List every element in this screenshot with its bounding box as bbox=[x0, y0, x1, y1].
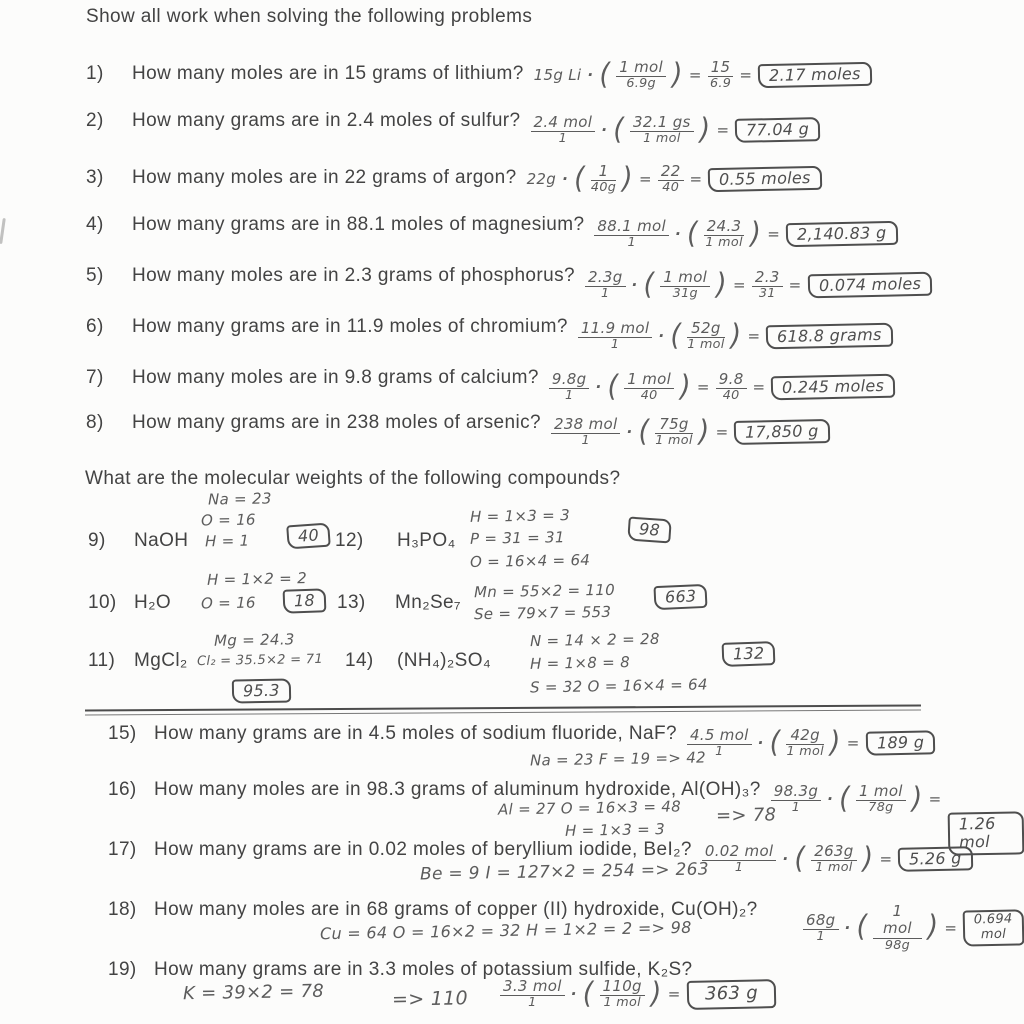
close-paren: ) bbox=[730, 318, 742, 353]
question-15-number: 15) bbox=[108, 723, 137, 744]
question-9-note: Na = 23 bbox=[207, 489, 272, 509]
equals-sign: = bbox=[716, 121, 730, 140]
question-13-formula: Mn₂Se₇ bbox=[395, 592, 461, 613]
question-3-number: 3) bbox=[86, 167, 104, 189]
equals-sign: = bbox=[788, 276, 802, 295]
question-17-text: How many grams are in 0.02 moles of beryllium iodide, BeI₂? bbox=[154, 839, 692, 860]
question-4-work bbox=[594, 218, 897, 250]
open-paren: ( bbox=[794, 841, 806, 876]
lead-fraction: $\frac{\text{11.9 mol}}{1}$ bbox=[578, 320, 653, 352]
work-lead: 22g bbox=[526, 170, 557, 189]
open-paren: ( bbox=[643, 267, 655, 302]
equals-sign: = bbox=[846, 734, 860, 753]
open-paren: ( bbox=[599, 57, 611, 92]
open-paren: ( bbox=[582, 976, 594, 1011]
question-6-text: How many grams are in 11.9 moles of chromium? bbox=[132, 316, 568, 337]
question-6-number: 6) bbox=[86, 316, 104, 337]
question-10-note: O = 16 bbox=[200, 593, 256, 613]
open-paren: ( bbox=[574, 161, 585, 196]
question-5-work bbox=[585, 269, 932, 301]
equals-sign: = bbox=[688, 66, 702, 85]
open-paren: ( bbox=[638, 414, 650, 449]
question-9 bbox=[88, 530, 188, 552]
open-paren: ( bbox=[839, 781, 850, 816]
question-2-work bbox=[531, 114, 821, 146]
open-paren: ( bbox=[613, 112, 625, 147]
question-17-work bbox=[702, 843, 973, 875]
lead-fraction: $\frac{\text{2.4 mol}}{1}$ bbox=[531, 114, 596, 146]
open-paren: ( bbox=[670, 318, 682, 353]
question-10-number: 10) bbox=[88, 592, 117, 613]
equals-sign: = bbox=[667, 985, 681, 1004]
question-15-work bbox=[687, 727, 935, 759]
equals-sign: = bbox=[879, 850, 893, 869]
equals-sign: = bbox=[715, 423, 729, 442]
question-5-number: 5) bbox=[86, 265, 104, 286]
multiply-dot: · bbox=[562, 170, 569, 189]
question-5 bbox=[86, 265, 932, 300]
question-12-note: P = 31 = 31 bbox=[469, 528, 565, 548]
question-6-answer-box: 618.8 grams bbox=[766, 323, 893, 350]
instructions bbox=[86, 6, 532, 28]
conversion-fraction: $\frac{32.1 gs}{\text{1 mol}}$ bbox=[630, 114, 694, 146]
question-9-number: 9) bbox=[88, 530, 106, 551]
multiply-dot: · bbox=[658, 327, 665, 346]
conversion-fraction: $\frac{24.3}{\text{1 mol}}$ bbox=[705, 217, 743, 251]
question-19-text: How many grams are in 3.3 moles of potassium sulfide, K₂S? bbox=[154, 959, 693, 980]
question-18-work bbox=[803, 903, 1024, 953]
multiply-dot: · bbox=[631, 276, 638, 295]
equals-sign: = bbox=[638, 170, 652, 189]
question-4-number: 4) bbox=[86, 214, 104, 235]
question-12-note: O = 16×4 = 64 bbox=[469, 550, 591, 572]
lead-fraction: $\frac{\text{3.3 mol}}{1}$ bbox=[500, 978, 565, 1010]
question-14-note: H = 1×8 = 8 bbox=[529, 653, 631, 673]
close-paren: ) bbox=[862, 841, 874, 876]
question-2-text: How many grams are in 2.4 moles of sulfur? bbox=[132, 110, 521, 131]
question-16-answer-box: 1.26 mol bbox=[948, 811, 1024, 855]
equals-sign: = bbox=[739, 66, 753, 85]
stray-pencil-mark bbox=[0, 218, 6, 244]
question-12-formula: H₃PO₄ bbox=[397, 530, 456, 551]
lead-fraction: $\frac{9.8g}{1}$ bbox=[549, 371, 590, 403]
equals-sign: = bbox=[752, 378, 766, 397]
question-4-text: How many grams are in 88.1 moles of magnesium? bbox=[132, 214, 585, 235]
work-lead: 15g Li bbox=[533, 66, 582, 85]
lead-fraction: $\frac{\text{238 mol}}{1}$ bbox=[551, 416, 620, 448]
question-1-work bbox=[534, 59, 872, 91]
question-15 bbox=[108, 723, 935, 758]
close-paren: ) bbox=[699, 112, 711, 147]
open-paren: ( bbox=[769, 725, 781, 760]
close-paren: ) bbox=[622, 161, 633, 196]
conversion-fraction: $\frac{\text{1 mol}}{98g}$ bbox=[873, 903, 921, 953]
close-paren: ) bbox=[680, 369, 691, 404]
question-11-note: Cl₂ = 35.5×2 = 71 bbox=[196, 651, 324, 670]
section2-title bbox=[85, 468, 620, 490]
multiply-dot: · bbox=[595, 378, 602, 397]
result-fraction: $\frac{9.8}{40}$ bbox=[716, 371, 747, 403]
question-7 bbox=[86, 367, 896, 402]
question-13-note: Mn = 55×2 = 110 bbox=[473, 580, 616, 602]
question-14-number: 14) bbox=[345, 650, 374, 671]
question-18-answer-box: 0.694 mol bbox=[963, 909, 1024, 946]
equals-sign: = bbox=[767, 225, 781, 244]
question-9-formula: NaOH bbox=[134, 530, 189, 551]
question-13-note: Se = 79×7 = 553 bbox=[473, 602, 612, 624]
multiply-dot: · bbox=[757, 734, 764, 753]
question-15-note: Na = 23 F = 19 => 42 bbox=[529, 748, 707, 770]
question-8-number: 8) bbox=[86, 412, 104, 433]
question-3 bbox=[86, 162, 822, 194]
question-3-text: How many moles are in 22 grams of argon? bbox=[132, 167, 517, 189]
question-10 bbox=[88, 592, 171, 614]
question-14-answer-box: 132 bbox=[722, 641, 776, 667]
question-11-number: 11) bbox=[88, 650, 116, 671]
question-19-note: => 110 bbox=[391, 987, 469, 1011]
question-7-work bbox=[549, 371, 896, 403]
question-15-text: How many grams are in 4.5 moles of sodium fluoride, NaF? bbox=[154, 723, 677, 744]
question-19-work bbox=[500, 978, 776, 1010]
equals-sign: = bbox=[928, 790, 942, 809]
close-paren: ) bbox=[698, 414, 710, 449]
section2-title-text: What are the molecular weights of the following compounds? bbox=[85, 468, 621, 489]
question-16-work bbox=[771, 783, 942, 815]
question-18-note: Cu = 64 O = 16×2 = 32 H = 1×2 = 2 => 98 bbox=[319, 917, 692, 944]
question-5-text: How many moles are in 2.3 grams of phosphorus? bbox=[132, 265, 575, 286]
question-12-answer-box: 98 bbox=[627, 517, 672, 544]
section-divider bbox=[85, 704, 921, 715]
question-14-formula: (NH₄)₂SO₄ bbox=[397, 650, 492, 671]
question-1 bbox=[86, 58, 872, 90]
question-1-answer-box: 2.17 moles bbox=[758, 62, 872, 89]
question-2 bbox=[86, 110, 821, 145]
open-paren: ( bbox=[607, 369, 619, 404]
question-8-text: How many grams are in 238 moles of arsenic? bbox=[132, 412, 541, 433]
equals-sign: = bbox=[944, 918, 958, 937]
question-9-note: H = 1 bbox=[204, 531, 250, 551]
conversion-fraction: $\frac{52g}{\text{1 mol}}$ bbox=[687, 319, 725, 353]
question-12-note: H = 1×3 = 3 bbox=[469, 506, 571, 526]
question-19-answer-box: 363 g bbox=[686, 979, 776, 1010]
question-18-number: 18) bbox=[108, 899, 137, 920]
question-17-note: Be = 9 I = 127×2 = 254 => 263 bbox=[419, 859, 710, 885]
conversion-fraction: $\frac{75g}{\text{1 mol}}$ bbox=[655, 415, 693, 449]
multiply-dot: · bbox=[626, 423, 633, 442]
lead-fraction: $\frac{2.3g}{1}$ bbox=[585, 269, 626, 301]
equals-sign: = bbox=[747, 327, 761, 346]
conversion-fraction: $\frac{\text{1 mol}}{40}$ bbox=[624, 371, 674, 403]
close-paren: ) bbox=[672, 57, 683, 92]
question-3-answer-box: 0.55 moles bbox=[708, 166, 822, 193]
question-16-text: How many moles are in 98.3 grams of aluminum hydroxide, Al(OH)₃? bbox=[154, 779, 761, 800]
lead-fraction: $\frac{\text{0.02 mol}}{1}$ bbox=[702, 843, 777, 875]
question-6 bbox=[86, 316, 893, 351]
question-14-note: N = 14 × 2 = 28 bbox=[529, 629, 660, 651]
question-16-note: H = 1×3 = 3 bbox=[564, 820, 666, 840]
question-11-note: Mg = 24.3 bbox=[213, 630, 295, 650]
close-paren: ) bbox=[716, 267, 727, 302]
question-8 bbox=[86, 412, 830, 447]
multiply-dot: · bbox=[844, 918, 851, 937]
open-paren: ( bbox=[686, 216, 698, 251]
question-2-number: 2) bbox=[86, 110, 104, 131]
multiply-dot: · bbox=[782, 850, 789, 869]
question-7-text: How many moles are in 9.8 grams of calcium? bbox=[132, 367, 539, 388]
question-16-note: Al = 27 O = 16×3 = 48 bbox=[497, 797, 682, 819]
question-9-note: O = 16 bbox=[200, 510, 256, 530]
conversion-fraction: $\frac{1}{40g}$ bbox=[590, 162, 617, 196]
question-10-formula: H₂O bbox=[134, 592, 172, 613]
question-18-text: How many moles are in 68 grams of copper (II) hydroxide, Cu(OH)₂? bbox=[154, 899, 758, 920]
question-8-answer-box: 17,850 g bbox=[734, 419, 830, 445]
conversion-fraction: $\frac{\text{1 mol}}{31g}$ bbox=[660, 269, 710, 301]
question-13-answer-box: 663 bbox=[653, 584, 707, 611]
question-19-note: K = 39×2 = 78 bbox=[182, 980, 325, 1005]
lead-fraction: $\frac{\text{4.5 mol}}{1}$ bbox=[687, 727, 752, 759]
lead-fraction: $\frac{\text{88.1 mol}}{1}$ bbox=[594, 218, 669, 250]
question-17-number: 17) bbox=[108, 839, 137, 860]
question-5-answer-box: 0.074 moles bbox=[807, 272, 932, 299]
question-16-number: 16) bbox=[108, 779, 137, 800]
conversion-fraction: $\frac{\text{1 mol}}{6.9g}$ bbox=[616, 59, 666, 91]
question-11 bbox=[88, 650, 188, 672]
multiply-dot: · bbox=[674, 225, 681, 244]
question-11-answer-box: 95.3 bbox=[232, 678, 291, 703]
question-14 bbox=[345, 650, 491, 672]
conversion-fraction: $\frac{110g}{\text{1 mol}}$ bbox=[600, 978, 645, 1010]
lead-fraction: $\frac{98.3g}{1}$ bbox=[771, 783, 821, 815]
question-4 bbox=[86, 214, 898, 249]
equals-sign: = bbox=[733, 276, 746, 295]
close-paren: ) bbox=[650, 976, 662, 1011]
lead-fraction: $\frac{68g}{1}$ bbox=[803, 912, 839, 944]
close-paren: ) bbox=[829, 725, 841, 760]
question-13 bbox=[337, 592, 461, 614]
result-fraction: $\frac{15}{6.9}$ bbox=[708, 59, 734, 91]
instructions-text: Show all work when solving the following problems bbox=[86, 6, 533, 27]
result-fraction: $\frac{22}{40}$ bbox=[658, 163, 684, 195]
question-10-answer-box: 18 bbox=[283, 588, 327, 614]
multiply-dot: · bbox=[587, 66, 594, 85]
open-paren: ( bbox=[856, 909, 868, 944]
question-1-text: How many moles are in 15 grams of lithium? bbox=[132, 63, 524, 85]
multiply-dot: · bbox=[601, 121, 608, 140]
question-16-note: => 78 bbox=[715, 804, 777, 827]
question-19-number: 19) bbox=[108, 959, 137, 980]
equals-sign: = bbox=[696, 378, 710, 397]
question-10-note: H = 1×2 = 2 bbox=[206, 569, 308, 589]
question-13-number: 13) bbox=[337, 592, 366, 613]
close-paren: ) bbox=[911, 781, 923, 816]
conversion-fraction: $\frac{\text{1 mol}}{78g}$ bbox=[856, 783, 906, 815]
question-7-number: 7) bbox=[86, 367, 104, 388]
question-17-answer-box: 5.26 g bbox=[898, 846, 973, 872]
question-3-work bbox=[527, 163, 823, 195]
question-12 bbox=[335, 530, 456, 552]
question-2-answer-box: 77.04 g bbox=[735, 117, 821, 143]
question-14-note: S = 32 O = 16×4 = 64 bbox=[529, 675, 708, 697]
question-8-work bbox=[551, 416, 830, 448]
question-11-formula: MgCl₂ bbox=[134, 650, 188, 671]
result-fraction: $\frac{2.3}{31}$ bbox=[752, 269, 783, 301]
question-4-answer-box: 2,140.83 g bbox=[786, 221, 898, 248]
question-15-answer-box: 189 g bbox=[865, 730, 935, 756]
question-9-answer-box: 40 bbox=[286, 523, 331, 550]
question-7-answer-box: 0.245 moles bbox=[771, 374, 896, 401]
question-12-number: 12) bbox=[335, 530, 364, 551]
close-paren: ) bbox=[927, 909, 939, 944]
close-paren: ) bbox=[750, 216, 762, 251]
conversion-fraction: $\frac{42g}{\text{1 mol}}$ bbox=[786, 726, 824, 760]
multiply-dot: · bbox=[827, 790, 834, 809]
equals-sign: = bbox=[689, 170, 703, 189]
question-1-number: 1) bbox=[86, 63, 104, 85]
multiply-dot: · bbox=[570, 985, 577, 1004]
conversion-fraction: $\frac{263g}{\text{1 mol}}$ bbox=[811, 843, 856, 875]
question-6-work bbox=[578, 320, 893, 352]
